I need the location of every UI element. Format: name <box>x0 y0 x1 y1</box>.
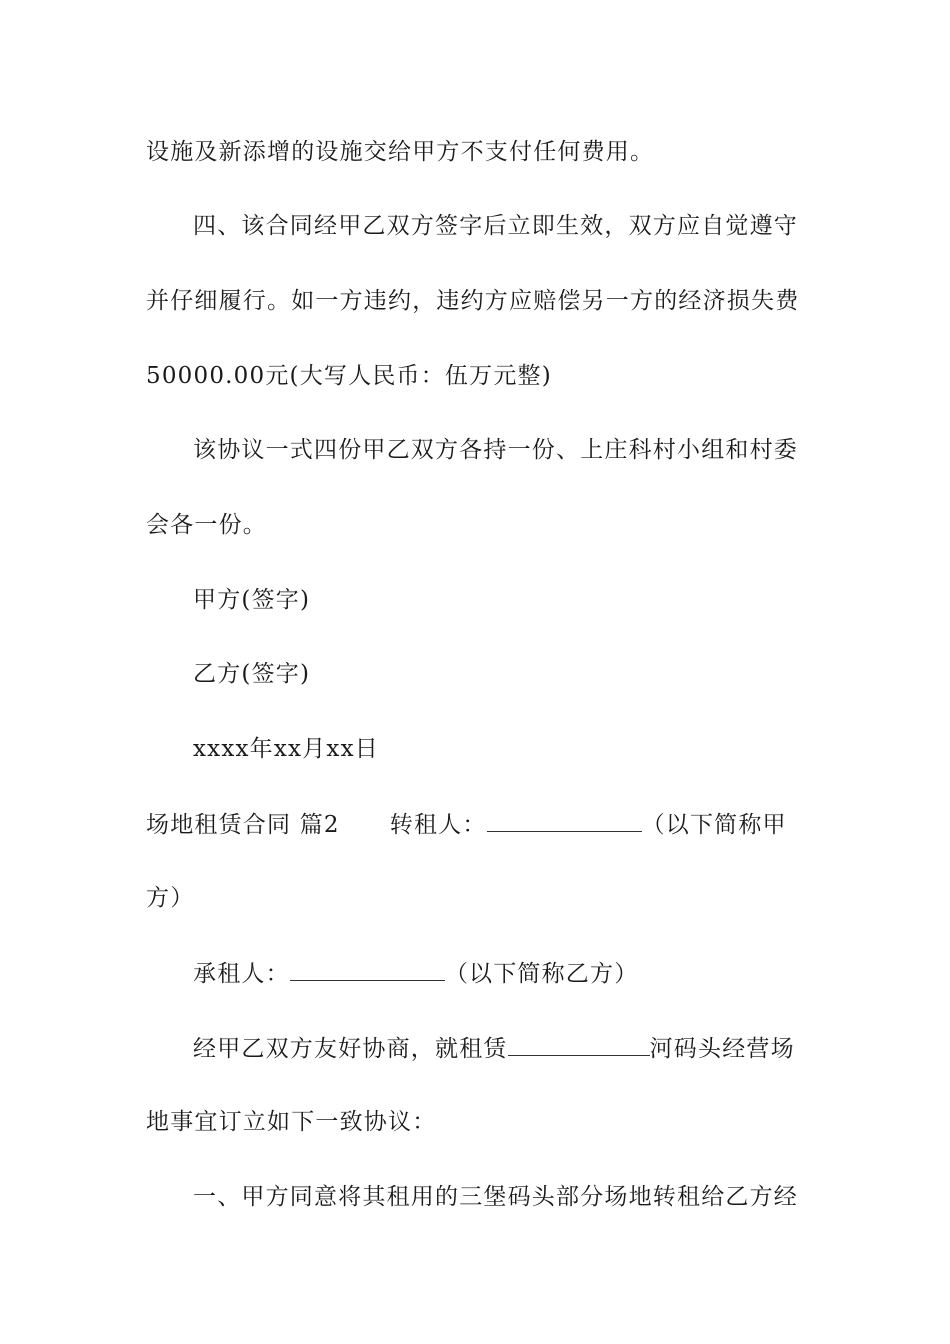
section2-heading: 场地租赁合同 篇2 <box>146 812 340 838</box>
negotiation-prefix: 经甲乙双方友好协商，就租赁 <box>193 1036 508 1062</box>
date-line: xxxx年xx月xx日 <box>193 736 379 762</box>
party-a-signature-line: 甲方(签字) <box>193 587 311 613</box>
lessee-line <box>193 958 805 988</box>
sublessor-label: 转租人： <box>389 812 487 838</box>
copies-clause-line: 该协议一式四份甲乙双方各持一份、上庄科村小组和村委 <box>193 437 798 463</box>
paragraph-line: 会各一份。 <box>146 512 267 538</box>
lessee-blank <box>290 958 445 981</box>
paragraph-line: 方） <box>146 885 195 911</box>
lessee-suffix: （以下简称乙方） <box>444 961 639 987</box>
sublessor-suffix: （以下简称甲 <box>641 812 787 838</box>
sublessor-blank <box>487 809 642 832</box>
clause-four-line: 四、该合同经甲乙双方签字后立即生效，双方应自觉遵守 <box>193 213 798 239</box>
compensation-amount-line: 50000.00元(大写人民币：伍万元整) <box>146 363 552 389</box>
paragraph-line: 并仔细履行。如一方违约，违约方应赔偿另一方的经济损失费 <box>146 288 800 314</box>
lessee-label: 承租人： <box>193 961 290 987</box>
paragraph-line: 设施及新添增的设施交给甲方不支付任何费用。 <box>146 139 655 165</box>
location-blank <box>508 1033 650 1056</box>
section2-heading-line <box>146 809 806 839</box>
party-b-signature-line: 乙方(签字) <box>193 661 311 687</box>
negotiation-suffix: 河码头经营场 <box>649 1036 795 1062</box>
paragraph-line: 地事宜订立如下一致协议： <box>146 1109 437 1135</box>
clause-one-line: 一、甲方同意将其租用的三堡码头部分场地转租给乙方经 <box>193 1184 798 1210</box>
negotiation-line <box>193 1033 805 1063</box>
